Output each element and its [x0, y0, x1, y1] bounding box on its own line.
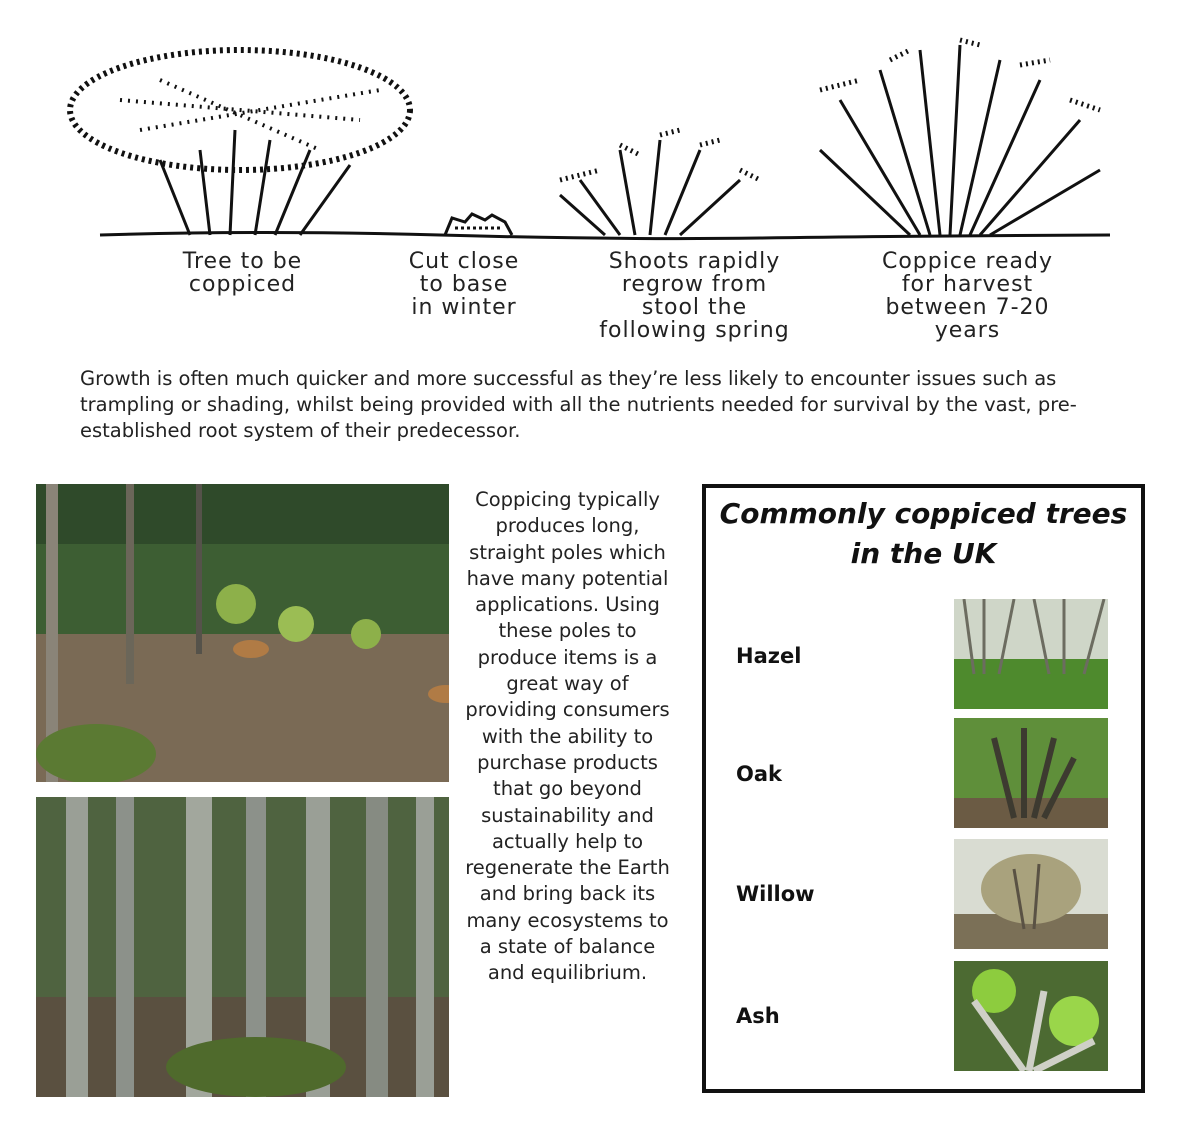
stage-caption-tree: Tree to be coppiced	[182, 249, 303, 297]
mature-coppice-drawing	[820, 40, 1100, 235]
coppicing-benefits-text: Coppicing typically produces long, straight poles which have many potential applications. Using these poles to produce items is a great way of providing consumers with the ability to purchase products that go beyond sustainability and actually help to regenerate the Earth and bring back its many ecosystems to a state of balance and equilibrium.	[465, 488, 670, 985]
stump-drawing	[445, 214, 512, 235]
willow-photo	[954, 839, 1108, 949]
tree-label-hazel: Hazel	[736, 644, 802, 668]
tree-label-ash: Ash	[736, 1004, 780, 1028]
mature-tree-drawing	[70, 50, 410, 235]
ash-photo	[954, 961, 1108, 1071]
intro-paragraph: Growth is often much quicker and more successful as they’re less likely to encounter issues such as trampling or shading, whilst being provided with all the nutrients needed for survival by the vast, pre-established root system of their predecessor.	[80, 367, 1077, 442]
panel-title: Commonly coppiced trees in the UK	[719, 497, 1128, 570]
hazel-photo	[954, 599, 1108, 709]
common-trees-panel	[702, 484, 1145, 1093]
coppiced-woodland-photo	[36, 484, 449, 782]
stage-caption-cut: Cut close to base in winter	[408, 249, 520, 320]
stage-caption-shoots: Shoots rapidly regrow from stool the following spring	[599, 249, 790, 343]
coppicing-stages-illustration	[60, 30, 1140, 250]
oak-photo	[954, 718, 1108, 828]
regrowth-drawing	[560, 130, 760, 235]
coppice-stool-photo	[36, 797, 449, 1097]
tree-label-willow: Willow	[736, 882, 815, 906]
tree-label-oak: Oak	[736, 762, 782, 786]
stage-caption-harvest: Coppice ready for harvest between 7-20 years	[881, 249, 1054, 343]
